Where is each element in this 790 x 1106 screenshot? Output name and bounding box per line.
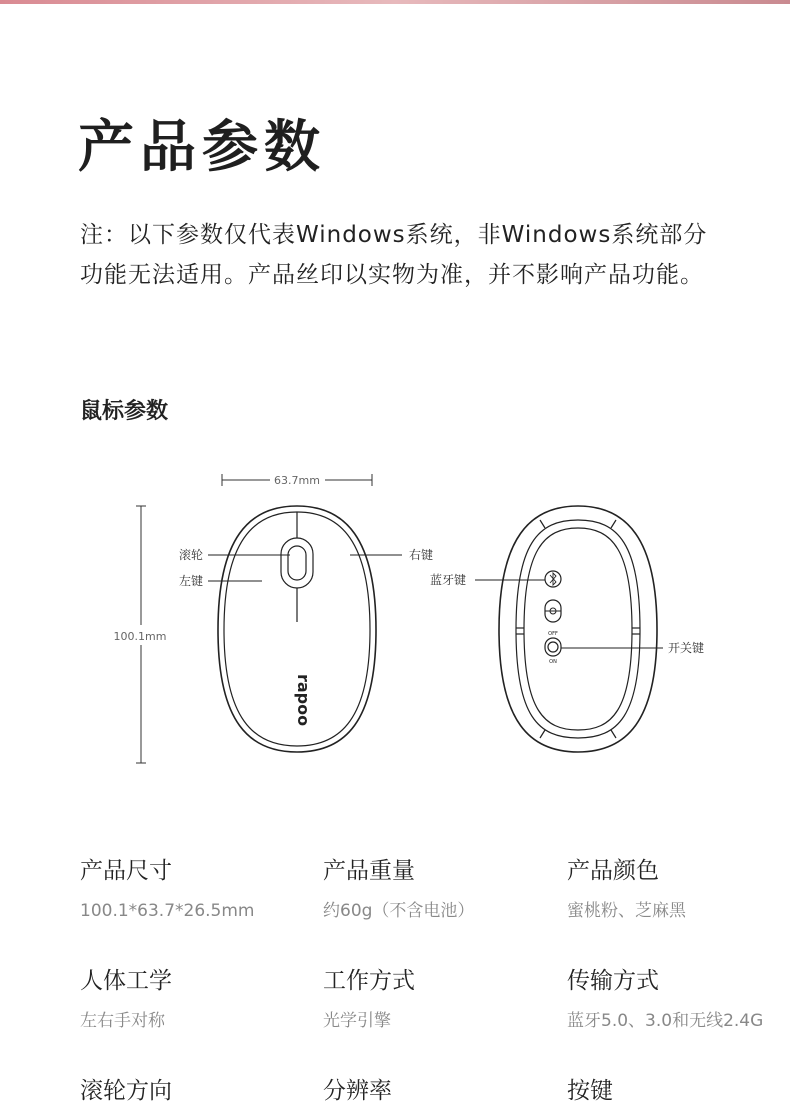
mouse-diagram-svg: [0, 460, 790, 780]
note-text: 注：以下参数仅代表Windows系统，非Windows系统部分功能无法适用。产品丝印以实物为准，并不影响产品功能。: [80, 222, 708, 288]
spec-value: 蓝牙5.0、3.0和无线2.4G: [567, 1011, 764, 1031]
spec-label: 分辨率: [323, 1078, 392, 1104]
spec-item-weight: [323, 856, 553, 922]
width-dimension: [222, 474, 372, 487]
page-title: 产品参数: [78, 115, 326, 180]
off-label: OFF: [548, 631, 558, 637]
height-label: 100.1mm: [113, 630, 167, 643]
spec-item-buttons: [567, 1076, 790, 1106]
label-right-button: 右键: [409, 548, 434, 562]
spec-item-scroll-direction: [80, 1076, 310, 1106]
spec-item-transmission: [567, 966, 782, 1032]
spec-item-color: [567, 856, 790, 922]
label-power-switch: 开关键: [668, 641, 705, 655]
width-label: 63.7mm: [274, 474, 320, 487]
brand-logo: rapoo: [294, 673, 313, 727]
spec-label: 人体工学: [80, 968, 172, 994]
label-bluetooth-button: 蓝牙键: [430, 573, 467, 587]
label-left-button: 左键: [179, 574, 204, 588]
spec-label: 滚轮方向: [80, 1078, 172, 1104]
spec-item-resolution: [323, 1076, 553, 1106]
mouse-diagram: [0, 460, 790, 780]
spec-label: 产品尺寸: [80, 858, 172, 884]
on-label: ON: [549, 659, 557, 665]
spec-value: 左右手对称: [80, 1011, 165, 1031]
spec-value: 光学引擎: [323, 1011, 391, 1031]
mouse-top-view: [218, 506, 376, 752]
spec-label: 传输方式: [567, 968, 659, 994]
spec-value: 100.1*63.7*26.5mm: [80, 901, 255, 921]
spec-item-working-mode: [323, 966, 553, 1032]
spec-label: 产品重量: [323, 858, 415, 884]
height-dimension: [114, 506, 167, 763]
spec-item-ergonomics: [80, 966, 310, 1032]
spec-item-size: [80, 856, 310, 922]
label-scroll-wheel: 滚轮: [179, 548, 204, 562]
mouse-bottom-view: [499, 506, 657, 752]
spec-label: 工作方式: [323, 968, 415, 994]
spec-value: 蜜桃粉、芝麻黑: [567, 901, 686, 921]
section-heading-mouse-params: 鼠标参数: [80, 399, 169, 424]
spec-value: 约60g（不含电池）: [323, 901, 475, 921]
spec-label: 按键: [567, 1078, 613, 1104]
top-accent-bar: [0, 0, 790, 4]
spec-label: 产品颜色: [567, 858, 659, 884]
